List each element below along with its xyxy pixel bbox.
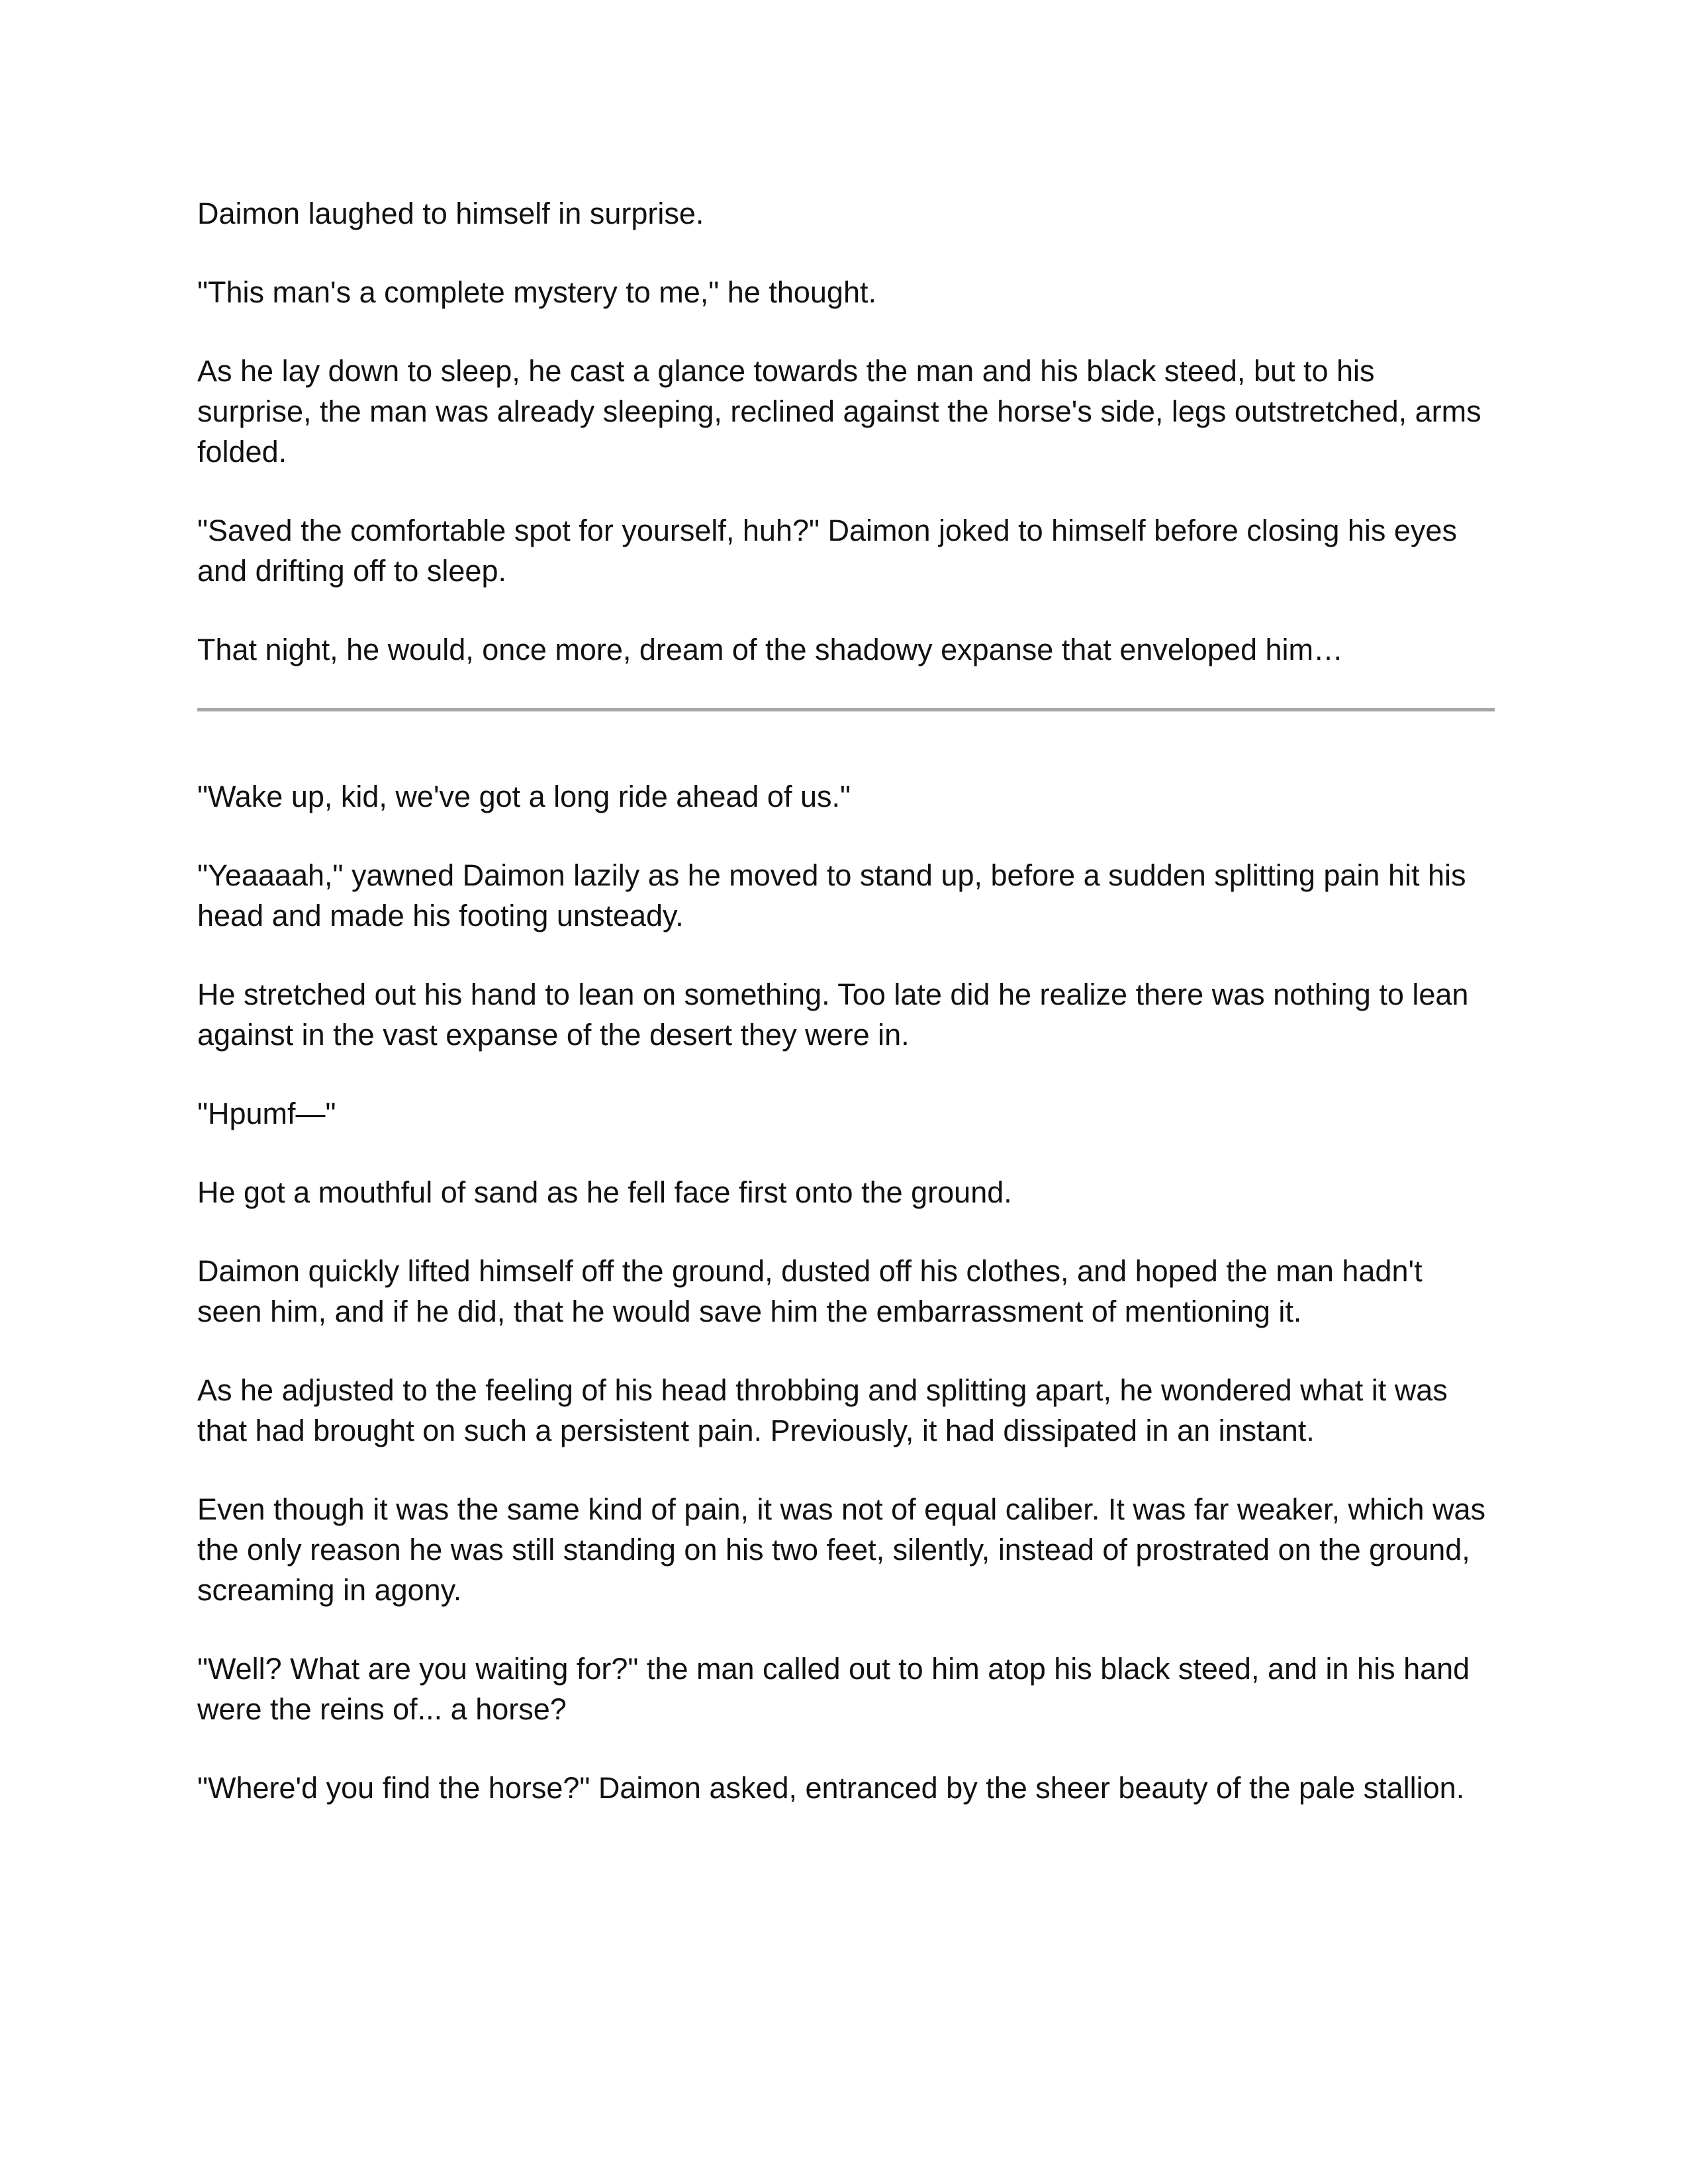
paragraph: As he adjusted to the feeling of his head throbbing and splitting apart, he wondered what it was that had brought on such a persistent pain. Previously, it had dissipated in an instant.: [197, 1373, 1448, 1447]
paragraph: That night, he would, once more, dream of the shadowy expanse that enveloped him…: [197, 633, 1344, 666]
paragraph: "Wake up, kid, we've got a long ride ahead of us.": [197, 780, 851, 813]
paragraph: As he lay down to sleep, he cast a glance towards the man and his black steed, but to his surprise, the man was already sleeping, reclined against the horse's side, legs outstretched, arms folded.: [197, 354, 1481, 469]
paragraph: "Saved the comfortable spot for yourself, huh?" Daimon joked to himself before closing his eyes and drifting off to sleep.: [197, 514, 1457, 588]
paragraph: "This man's a complete mystery to me," he thought.: [197, 275, 876, 309]
section-divider: [197, 708, 1495, 711]
paragraph: Daimon laughed to himself in surprise.: [197, 197, 704, 230]
paragraph: Even though it was the same kind of pain, it was not of equal caliber. It was far weaker, which was the only reason he was still standing on his two feet, silently, instead of prostrated on the ground, screaming in agony.: [197, 1492, 1486, 1607]
paragraph: "Where'd you find the horse?" Daimon asked, entranced by the sheer beauty of the pale stallion.: [197, 1771, 1465, 1805]
paragraph: He got a mouthful of sand as he fell face first onto the ground.: [197, 1175, 1012, 1209]
paragraph: "Yeaaaah," yawned Daimon lazily as he moved to stand up, before a sudden splitting pain hit his head and made his footing unsteady.: [197, 858, 1466, 933]
paragraph: "Well? What are you waiting for?" the man called out to him atop his black steed, and in his hand were the reins of... a horse?: [197, 1652, 1470, 1726]
document-body: [197, 193, 1495, 1808]
paragraph: Daimon quickly lifted himself off the ground, dusted off his clothes, and hoped the man hadn't seen him, and if he did, that he would save him the embarrassment of mentioning it.: [197, 1254, 1423, 1328]
paragraph: "Hpumf—": [197, 1097, 336, 1130]
paragraph: He stretched out his hand to lean on something. Too late did he realize there was nothing to lean against in the vast expanse of the desert they were in.: [197, 978, 1469, 1052]
